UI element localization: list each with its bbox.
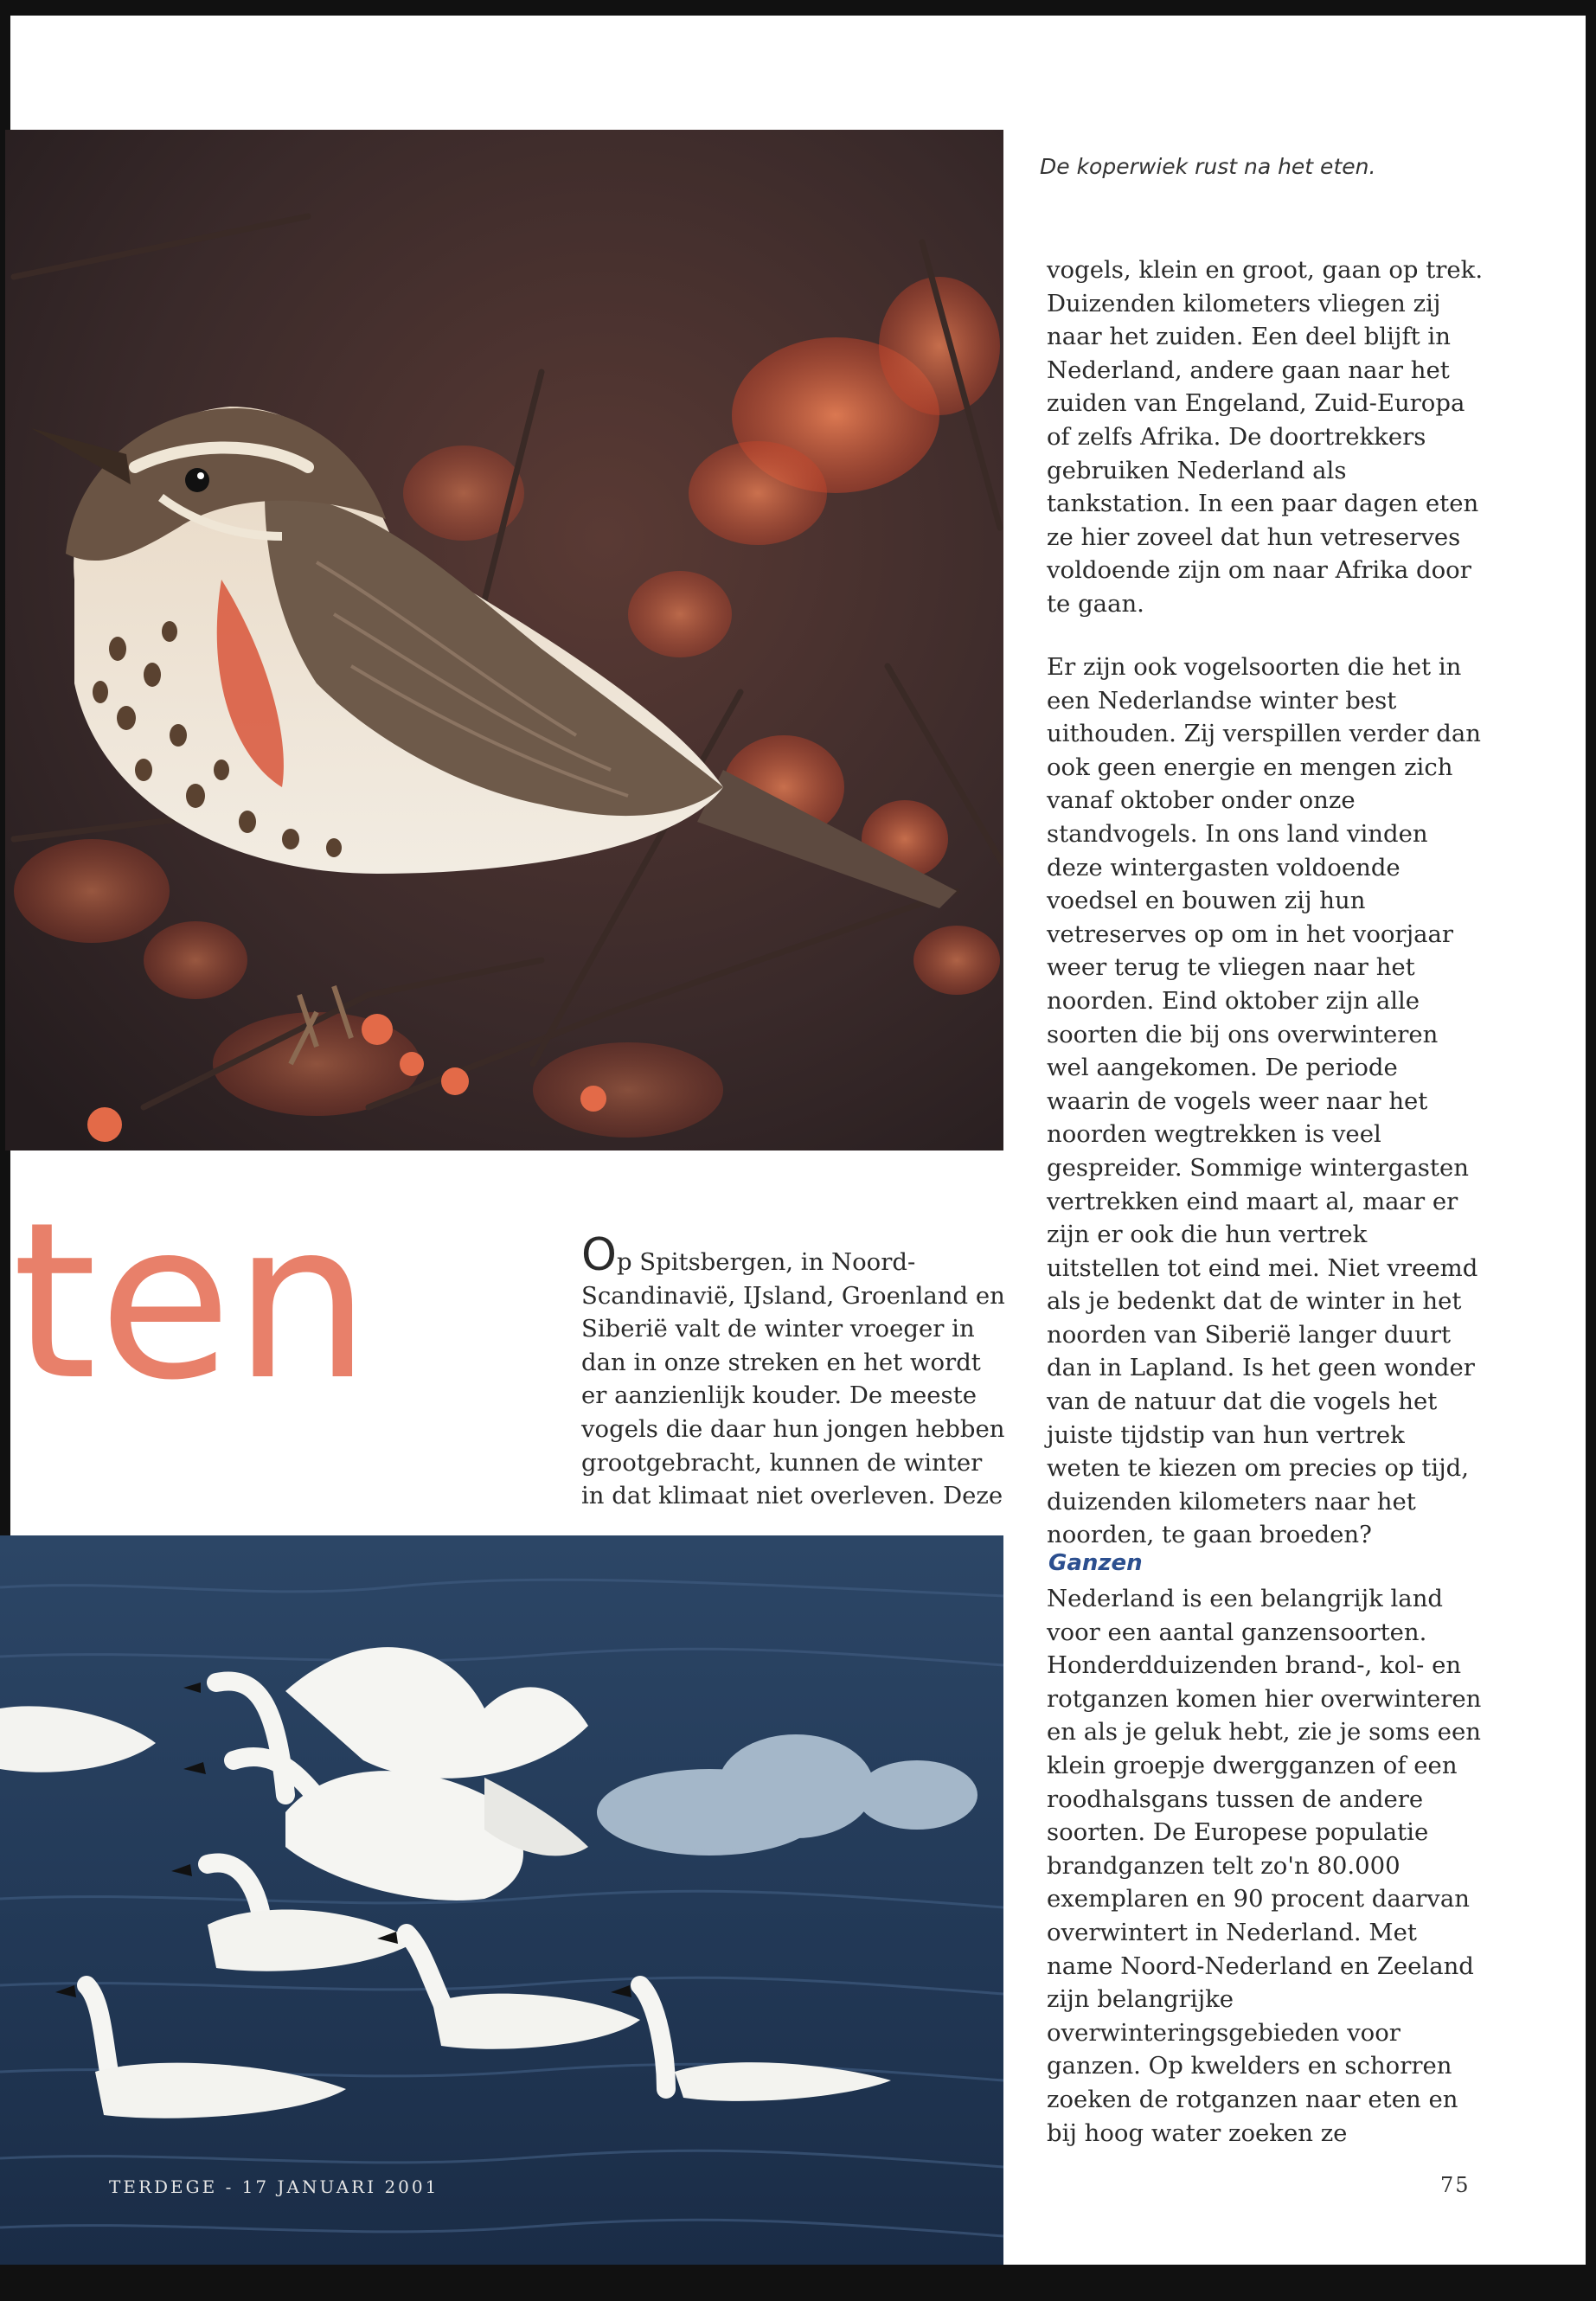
page-number: 75	[1440, 2173, 1471, 2197]
article-paragraph-1	[1047, 253, 1484, 621]
swans-photo	[0, 1535, 1003, 2265]
section-subheading: Ganzen	[1048, 1550, 1143, 1576]
paragraph-text: Er zijn ook vogelsoorten die het in een Nederlandse winter best uithouden. Zij verspillen verder dan ook geen energie en mengen zich vanaf oktober onder onze standvogels. In ons land vinden deze wintergasten voldoende voedsel en bouwen zij hun vetreserves op om in het voorjaar weer terug te vliegen naar het noorden. Eind oktober zijn alle soorten die bij ons overwinteren wel aangekomen. De periode waarin de vogels weer naar het noorden wegtrekken is veel gespreider. Sommige wintergasten vertrekken eind maart al, maar er zijn er ook die hun vertrek uitstellen tot eind mei. Niet vreemd als je bedenkt dat de winter in het noorden van Siberië langer duurt dan in Lapland. Is het geen wonder van de natuur dat die vogels het juiste tijdstip van hun vertrek weten te kiezen om precies op tijd, duizenden kilometers naar het noorden, te gaan broeden?	[1047, 653, 1481, 1549]
paragraph-text: vogels, klein en groot, gaan op trek. Duizenden kilometers vliegen zij naar het zuiden. Een deel blijft in Nederland, andere gaan naar het zuiden van Engeland, Zuid-Europa of zelfs Afrika. De doortrekkers gebruiken Nederland als tankstation. In een paar dagen eten ze hier zoveel dat hun vetreserves voldoende zijn om naar Afrika door te gaan.	[1047, 256, 1484, 618]
publication-footer: TERDEGE - 17 JANUARI 2001	[109, 2176, 439, 2197]
article-paragraph-3	[1047, 1582, 1484, 2150]
photo-caption: De koperwiek rust na het eten.	[1040, 154, 1376, 179]
intro-paragraph	[581, 1229, 1005, 1513]
headline-fragment: ten	[12, 1176, 373, 1427]
intro-text: p Spitsbergen, in Noord-Scandinavië, IJsland, Groenland en Siberië valt de winter vroeger in dan in onze streken en het wordt er aanzienlijk kouder. De meeste vogels die daar hun jongen hebben grootgebracht, kunnen de winter in dat klimaat niet overleven. Deze	[581, 1248, 1005, 1510]
page-frame-right	[1586, 0, 1596, 2301]
drop-cap: O	[581, 1229, 617, 1281]
page-frame-top	[0, 0, 1596, 16]
paragraph-text: Nederland is een belangrijk land voor een aantal ganzensoorten. Honderdduizenden brand-, kol- en rotganzen komen hier overwinteren en als je geluk hebt, zie je soms een klein groepje dwergganzen of een roodhalsgans tussen de andere soorten. De Europese populatie brandganzen telt zo'n 80.000 exemplaren en 90 procent daarvan overwintert in Nederland. Met name Noord-Nederland en Zeeland zijn belangrijke overwinteringsgebieden voor ganzen. Op kwelders en schorren zoeken de rotganzen naar eten en bij hoog water zoeken ze	[1047, 1585, 1482, 2147]
page-frame-bottom	[0, 2265, 1596, 2301]
article-paragraph-2	[1047, 651, 1484, 1552]
article-intro	[581, 1229, 1005, 1513]
redwing-photo	[5, 130, 1003, 1150]
